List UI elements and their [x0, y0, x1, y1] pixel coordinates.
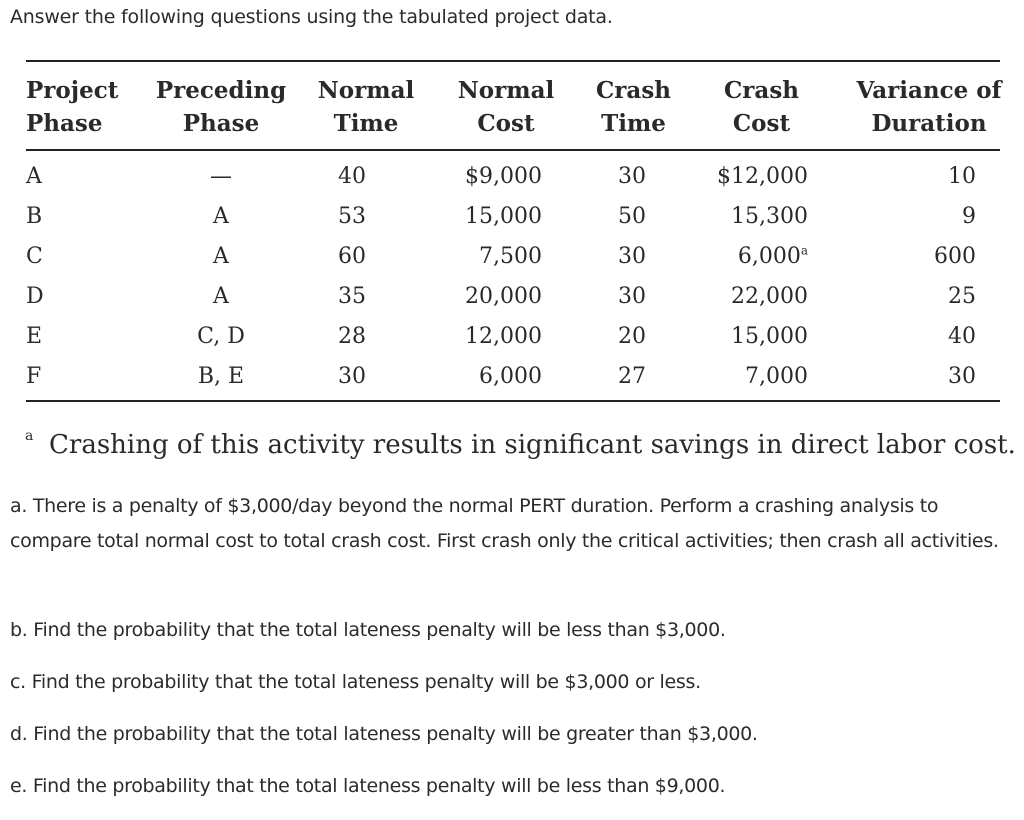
cell-normal-time: 28: [338, 324, 366, 349]
cell-normal-cost: $9,000: [465, 164, 542, 189]
cell-preceding: —: [210, 164, 232, 189]
cell-normal-time: 60: [338, 244, 366, 269]
cell-crash-time: 27: [618, 364, 646, 389]
cell-phase: B: [26, 204, 43, 229]
cell-crash-time: 50: [618, 204, 646, 229]
cell-normal-time: 53: [338, 204, 366, 229]
table-bottom-rule: [26, 400, 1000, 402]
cell-crash-time: 20: [618, 324, 646, 349]
cell-variance: 40: [948, 324, 976, 349]
header-project-phase: Project Phase: [26, 77, 119, 137]
cell-crash-cost: 6,000$^a$: [737, 243, 808, 269]
header-preceding-phase: Preceding Phase: [155, 77, 287, 137]
cell-variance: 9: [962, 204, 976, 229]
table-footnote: [25, 428, 1016, 460]
table-header-rule: [26, 149, 1000, 151]
cell-crash-cost: $12,000: [717, 164, 808, 189]
cell-normal-time: 40: [338, 164, 366, 189]
cell-crash-cost: 7,000: [745, 364, 808, 389]
question-c: c. Find the probability that the total lateness penalty will be $3,000 or less.: [10, 671, 701, 693]
cell-normal-cost: 6,000: [479, 364, 542, 389]
intro-text: Answer the following questions using the tabulated project data.: [10, 6, 613, 28]
cell-preceding: A: [213, 204, 229, 229]
cell-preceding: A: [213, 284, 229, 309]
question-b: b. Find the probability that the total lateness penalty will be less than $3,000.: [10, 619, 726, 641]
header-normal-time: Normal Time: [317, 77, 415, 137]
cell-normal-time: 35: [338, 284, 366, 309]
question-a: a. There is a penalty of $3,000/day beyond the normal PERT duration. Perform a crashing analysis to compare total normal cost to total crash cost. First crash only the critical activities; then crash all activities.: [10, 495, 999, 552]
table-top-rule: [26, 60, 1000, 62]
header-variance-of-duration: Variance of Duration: [856, 77, 1002, 137]
cell-phase: E: [26, 324, 43, 349]
header-crash-time: Crash Time: [596, 77, 671, 137]
cell-crash-cost: 15,300: [731, 204, 808, 229]
cell-variance: 10: [948, 164, 976, 189]
cell-crash-cost: 15,000: [731, 324, 808, 349]
cell-normal-cost: 20,000: [465, 284, 542, 309]
footnote-text: Crashing of this activity results in significant savings in direct labor cost.: [49, 430, 1016, 460]
cell-normal-cost: 12,000: [465, 324, 542, 349]
cell-variance: 30: [948, 364, 976, 389]
cell-preceding: A: [213, 244, 229, 269]
cell-crash-time: 30: [618, 164, 646, 189]
cell-normal-cost: 7,500: [479, 244, 542, 269]
cell-crash-time: 30: [618, 284, 646, 309]
header-normal-cost: Normal Cost: [457, 77, 555, 137]
cell-phase: A: [26, 164, 42, 189]
cell-crash-cost: 22,000: [731, 284, 808, 309]
question-d: d. Find the probability that the total lateness penalty will be greater than $3,000.: [10, 723, 758, 745]
cell-phase: F: [26, 364, 42, 389]
cell-normal-cost: 15,000: [465, 204, 542, 229]
cell-variance: 600: [934, 244, 976, 269]
cell-normal-time: 30: [338, 364, 366, 389]
cell-phase: C: [26, 244, 43, 269]
footnote-marker: a: [800, 243, 808, 258]
cell-preceding: B, E: [197, 364, 245, 389]
footnote-mark: a: [25, 428, 34, 444]
cell-crash-time: 30: [618, 244, 646, 269]
header-crash-cost: Crash Cost: [724, 77, 799, 137]
cell-phase: D: [26, 284, 44, 309]
cell-variance: 25: [948, 284, 976, 309]
question-e: e. Find the probability that the total lateness penalty will be less than $9,000.: [10, 775, 726, 797]
cell-preceding: C, D: [197, 324, 245, 349]
